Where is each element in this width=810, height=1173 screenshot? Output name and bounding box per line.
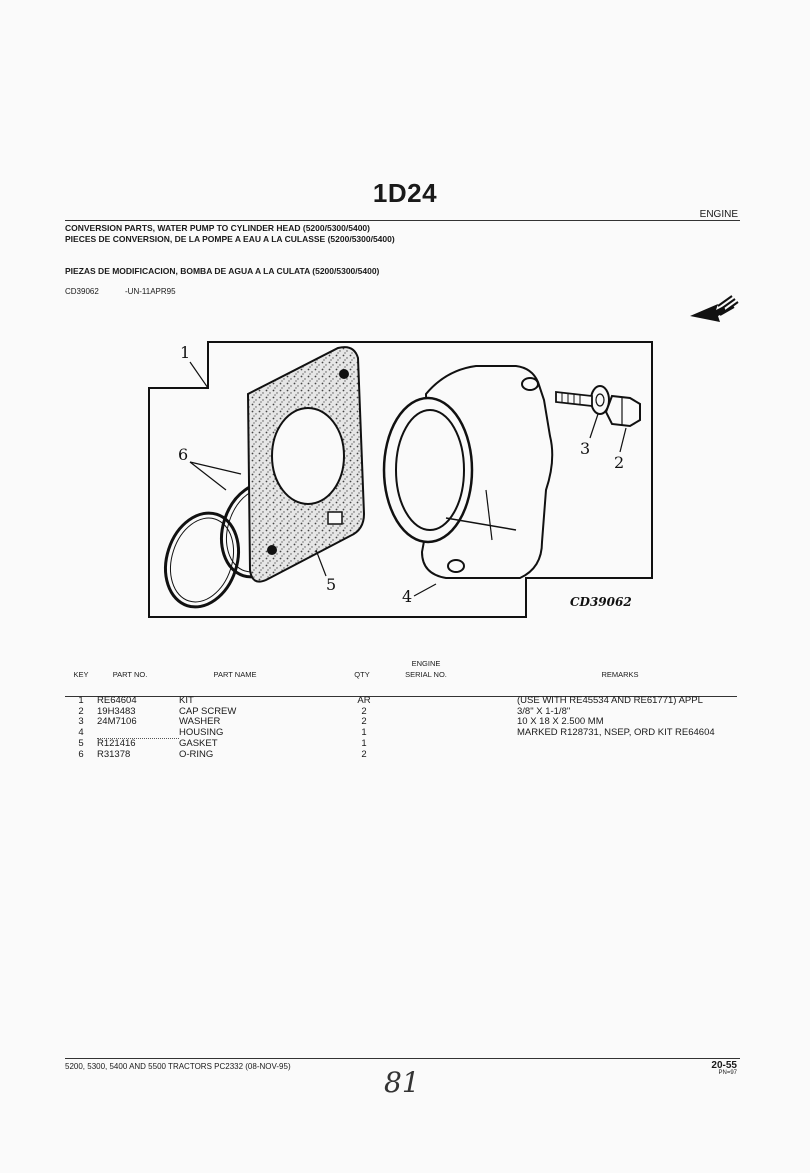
header-remarks: REMARKS xyxy=(601,670,639,679)
callout-2: 2 xyxy=(614,453,625,472)
header-serial-line2: SERIAL NO. xyxy=(405,670,447,679)
callout-6: 6 xyxy=(178,445,189,464)
table-row xyxy=(65,728,715,739)
cell-part-no: 19H3483 xyxy=(97,705,136,717)
table-row xyxy=(65,750,715,761)
cell-qty: 2 xyxy=(361,748,367,760)
title-spanish: PIEZAS DE MODIFICACION, BOMBA DE AGUA A LA CULATA (5200/5300/5400) xyxy=(65,266,380,276)
cell-remarks: 10 X 18 X 2.500 MM xyxy=(517,716,604,728)
cell-part-no: RE64604 xyxy=(97,695,137,706)
cell-part-no: 24M7106 xyxy=(97,716,137,728)
cell-part-name: CAP SCREW xyxy=(179,705,237,717)
ref-date: -UN-11APR95 xyxy=(125,287,176,296)
cell-key: 5 xyxy=(78,737,84,749)
cell-qty: 2 xyxy=(361,705,367,717)
cell-qty: 2 xyxy=(361,716,367,728)
cell-part-name: O-RING xyxy=(179,748,214,760)
cell-serial xyxy=(399,750,517,761)
header-rule xyxy=(65,220,740,221)
cell-part-name: KIT xyxy=(179,695,194,706)
ref-code: CD39062 xyxy=(65,287,99,296)
housing-part xyxy=(384,366,552,578)
table-row xyxy=(65,707,715,718)
cell-serial xyxy=(399,696,517,707)
cell-part-name: HOUSING xyxy=(179,726,224,738)
cell-qty: AR xyxy=(357,695,371,706)
callout-4: 4 xyxy=(402,587,413,606)
header-part-no: PART NO. xyxy=(112,670,148,679)
parts-table xyxy=(65,696,715,761)
cell-key: 3 xyxy=(78,716,84,728)
footer-rule xyxy=(65,1058,740,1059)
exploded-view-diagram xyxy=(146,340,658,627)
header-key: KEY xyxy=(73,670,89,679)
cell-part-no: R121416 xyxy=(97,738,136,750)
cell-key: 6 xyxy=(78,748,84,760)
header-qty: QTY xyxy=(354,670,370,679)
callout-1: 1 xyxy=(180,343,191,362)
cell-key: 4 xyxy=(78,726,84,738)
gasket-part xyxy=(248,347,364,582)
front-arrow-icon xyxy=(688,294,740,333)
cell-part-no: R31378 xyxy=(97,748,131,760)
handwritten-number: 81 xyxy=(384,1066,420,1099)
table-row xyxy=(65,739,715,750)
cell-serial xyxy=(399,707,517,718)
cell-remarks: 3/8" X 1-1/8" xyxy=(517,705,571,717)
cell-part-no xyxy=(97,728,179,739)
cell-qty: 1 xyxy=(361,737,367,749)
table-row xyxy=(65,696,715,707)
page-sub-number: PN=97 xyxy=(718,1070,737,1076)
cell-remarks: (USE WITH RE45534 AND RE61771) APPL xyxy=(517,695,703,706)
title-english: CONVERSION PARTS, WATER PUMP TO CYLINDER HEAD (5200/5300/5400) xyxy=(65,223,370,233)
cell-remarks xyxy=(517,750,715,761)
cell-part-name: GASKET xyxy=(179,737,218,749)
title-french: PIECES DE CONVERSION, DE LA POMPE A EAU A LA CULASSE (5200/5300/5400) xyxy=(65,234,395,244)
cell-key: 1 xyxy=(78,695,84,706)
cell-serial xyxy=(399,717,517,728)
header-part-name: PART NAME xyxy=(213,670,257,679)
cell-serial xyxy=(399,739,517,750)
figure-label: CD39062 xyxy=(570,595,632,609)
cell-remarks: MARKED R128731, NSEP, ORD KIT RE64604 xyxy=(517,726,715,738)
callout-3: 3 xyxy=(580,439,591,458)
cell-qty: 1 xyxy=(361,726,367,738)
section-label: ENGINE xyxy=(699,209,738,220)
cell-part-name: WASHER xyxy=(179,716,221,728)
callout-5: 5 xyxy=(326,575,337,594)
cell-remarks xyxy=(517,739,715,750)
footer-model-info: 5200, 5300, 5400 AND 5500 TRACTORS PC2332 (08-NOV-95) xyxy=(65,1062,291,1071)
page-id: 1D24 xyxy=(372,178,438,208)
page-number: 20-55 xyxy=(711,1060,737,1071)
cell-serial xyxy=(399,728,517,739)
header-serial-line1: ENGINE xyxy=(411,659,441,668)
cell-key: 2 xyxy=(78,705,84,717)
